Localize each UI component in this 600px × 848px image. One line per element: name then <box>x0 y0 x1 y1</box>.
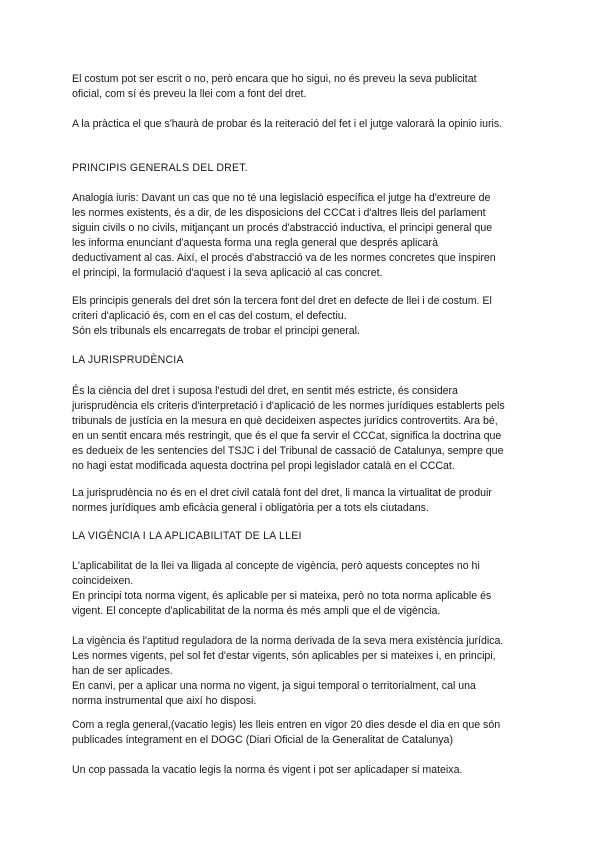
text-line: A la pràctica el que s'haurà de probar és la reiteració del fet i el jutge valorarà la opinio iuris. <box>72 118 503 130</box>
text-line: criteri d'aplicació és, com en el cas del costum, el defectiu. <box>72 310 347 322</box>
text-line: Són els tribunals els encarregats de trobar el principi general. <box>72 325 360 337</box>
text-line: vigent. El concepte d'aplicabilitat de la norma és més ampli que el de vigència. <box>72 605 441 617</box>
text-line: han de ser aplicades. <box>72 665 173 677</box>
text-line: publicades íntegrament en el DOGC (Diari Oficial de la Generalitat de Catalunya) <box>72 734 453 746</box>
paragraph-analogia-iuris <box>72 191 530 281</box>
text-line: La vigència és l'aptitud reguladora de la norma derivada de la seva mera existència jurídica. <box>72 635 504 647</box>
paragraph-jurisprudencia-font <box>72 486 530 516</box>
paragraph-costum-publicitat <box>72 72 530 102</box>
text-line: es dedueix de les sentencies del TSJC i del Tribunal de cassació de Catalunya, sempre que <box>72 445 504 457</box>
text-line: Un cop passada la vacatio legis la norma és vigent i pot ser aplicadaper si mateixa. <box>72 764 463 776</box>
text-line: tribunals de justícia en la mesura en què decideixen aspectes jurídics controvertits. Ara bé, <box>72 415 498 427</box>
text-line: no hagi estat modificada aquesta doctrina pel propi legislador català en el CCCat. <box>72 460 455 472</box>
text-line: Els principis generals del dret són la tercera font del dret en defecte de llei i de costum. El <box>72 295 492 307</box>
text-line: les normes existents, és a dir, de les disposicions del CCCat i d'altres lleis del parlament <box>72 207 486 219</box>
text-line: el principi, la formulació d'aquest i la seva aplicació al cas concret. <box>72 267 383 279</box>
text-line: en un sentit encara més restringit, que és el que fa servir el CCCat, significa la doctrina que <box>72 430 502 442</box>
paragraph-costum-practica <box>72 117 530 132</box>
text-line: En principi tota norma vigent, és aplicable per si mateixa, però no tota norma aplicable és <box>72 590 492 602</box>
paragraph-vigencia <box>72 634 530 709</box>
text-line: normes jurídiques amb eficàcia general i obligatòria per a tots els ciutadans. <box>72 502 429 514</box>
text-line: coincideixen. <box>72 575 134 587</box>
text-line: La jurisprudència no és en el dret civil català font del dret, li manca la virtualitat de produir <box>72 487 492 499</box>
text-line: L'aplicabilitat de la llei va lligada al concepte de vigència, però aquests conceptes no hi <box>72 560 480 572</box>
text-line: les informa enunciant d'aquesta forma una regla general que després aplicarà <box>72 237 438 249</box>
paragraph-vacatio-legis <box>72 718 530 748</box>
text-line: oficial, com sí és preveu la llei com a font del dret. <box>72 88 307 100</box>
heading-vigencia-aplicabilitat: LA VIGÈNCIA I LA APLICABILITAT DE LA LLEI <box>72 530 302 542</box>
text-line: norma instrumental que així ho disposi. <box>72 695 257 707</box>
text-line: jurisprudència els criteris d'interpretació i d'aplicació de les normes jurídiques establerts pels <box>72 400 505 412</box>
paragraph-principis-font <box>72 294 530 339</box>
text-line: deductivament al cas. Així, el procés d'abstracció va de les normes concretes que inspiren <box>72 252 496 264</box>
heading-jurisprudencia: LA JURISPRUDÈNCIA <box>72 354 184 366</box>
paragraph-jurisprudencia-definicio <box>72 384 530 474</box>
text-line: És la ciència del dret i suposa l'estudi del dret, en sentit més estricte, és considera <box>72 385 458 397</box>
text-line: Les normes vigents, pel sol fet d'estar vigents, són aplicables per si mateixes i, en principi, <box>72 650 496 662</box>
text-line: Com a regla general,(vacatio legis) les lleis entren en vigor 20 dies desde el dia en que són <box>72 719 501 731</box>
text-line: En canvi, per a aplicar una norma no vigent, ja sigui temporal o territorialment, cal una <box>72 680 476 692</box>
text-line: El costum pot ser escrit o no, però encara que ho sigui, no és preveu la seva publicitat <box>72 73 477 85</box>
heading-principis-generals: PRINCIPIS GENERALS DEL DRET. <box>72 162 248 174</box>
paragraph-final <box>72 763 530 778</box>
paragraph-aplicabilitat <box>72 559 530 619</box>
text-line: siguin civils o no civils, mitjançant un procés d'abstracció inductiva, el principi general que <box>72 222 493 234</box>
text-line: Analogia iuris: Davant un cas que no té una legislació específica el jutge ha d'extreure de <box>72 192 491 204</box>
